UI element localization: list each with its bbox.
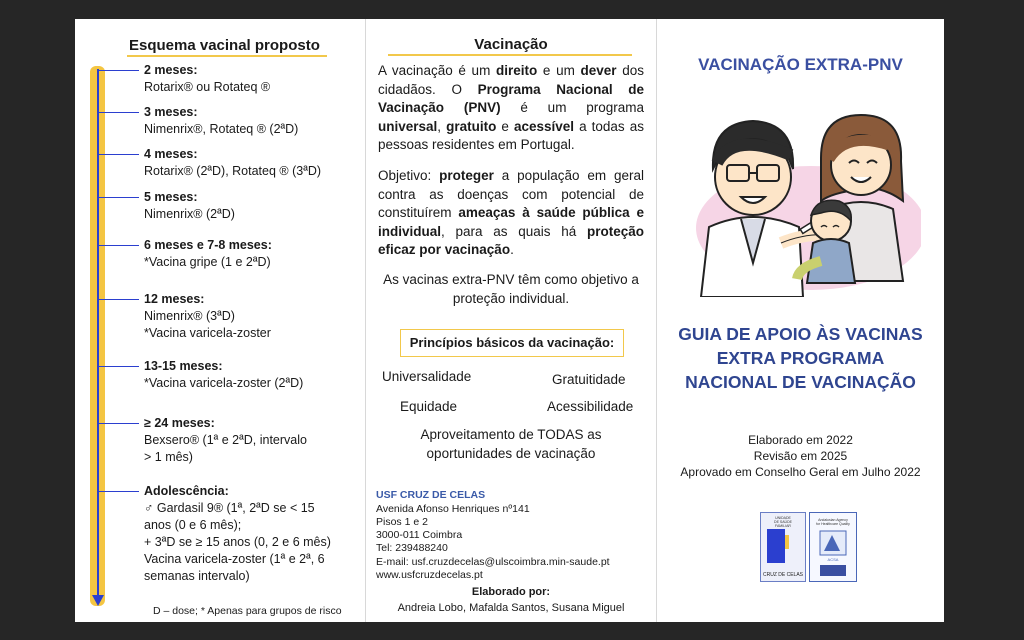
schedule-entry [144, 146, 321, 180]
address-line: Avenida Afonso Henriques nº141 [376, 503, 530, 515]
usf-logo-mark [761, 513, 805, 581]
principle-universalidade: Universalidade [382, 369, 472, 384]
principle-equidade: Equidade [400, 399, 458, 414]
logo-text: Andalusian Agency [818, 518, 848, 522]
timeline-tick [99, 112, 139, 113]
schedule-panel [75, 19, 365, 622]
elaborado-date: Elaborado em 2022 [748, 433, 853, 447]
revisao-date: Revisão em 2025 [753, 449, 848, 463]
principle-aproveitamento-cont: oportunidades de vacinação [426, 446, 596, 461]
entry-heading: 6 meses e 7-8 meses: [144, 238, 272, 252]
entry-line: ♂ Gardasil 9® (1ª, 2ªD se < 15 [144, 501, 315, 515]
principles-box [400, 329, 624, 357]
logo-text: FAMILIAR [775, 524, 791, 528]
objective-paragraph: Objetivo: proteger a população em geral contra as doenças com potencial de constituírem ameaças à saúde pública e individual, para as quais há proteção eficaz por vacinação. [378, 168, 644, 257]
address-line: Pisos 1 e 2 [376, 516, 428, 528]
entry-heading: 2 meses: [144, 63, 198, 77]
timeline-tick [99, 70, 139, 71]
cover-panel [657, 19, 944, 622]
timeline-tick [99, 366, 139, 367]
schedule-entry [144, 189, 235, 223]
entry-heading: 3 meses: [144, 105, 198, 119]
entry-line: semanas intervalo) [144, 569, 250, 583]
schedule-entry [144, 483, 331, 585]
timeline-arrow-icon [92, 595, 104, 606]
entry-line: + 3ªD se ≥ 15 anos (0, 2 e 6 mês) [144, 535, 331, 549]
authors: Andreia Lobo, Mafalda Santos, Susana Miguel [397, 602, 625, 614]
principle-aproveitamento: Aproveitamento de TODAS as [420, 427, 602, 442]
guide-title-line: GUIA DE APOIO ÀS VACINAS [678, 324, 923, 344]
timeline-tick [99, 299, 139, 300]
entry-heading: 13-15 meses: [144, 359, 223, 373]
vacinacao-panel [366, 19, 656, 622]
website-link[interactable]: www.usfcruzdecelas.pt [376, 569, 483, 581]
timeline-tick [99, 423, 139, 424]
guide-title-line: EXTRA PROGRAMA [716, 348, 885, 368]
title-underline [388, 54, 632, 56]
schedule-entry [144, 62, 270, 96]
cover-header: VACINAÇÃO EXTRA-PNV [698, 55, 903, 74]
schedule-entry [144, 104, 298, 138]
extra-pnv-paragraph: As vacinas extra-PNV têm como objetivo a proteção individual. [383, 272, 639, 306]
usf-logo [760, 512, 806, 582]
entry-heading: 12 meses: [144, 292, 205, 306]
timeline-tick [99, 197, 139, 198]
entry-line: Rotarix® (2ªD), Rotateq ® (3ªD) [144, 164, 322, 178]
logo-text: for Healthcare Quality [816, 522, 850, 526]
entry-line: *Vacina gripe (1 e 2ªD) [144, 255, 271, 269]
timeline-tick [99, 245, 139, 246]
usf-name: USF CRUZ DE CELAS [376, 489, 486, 501]
entry-line: Nimenrix® (3ªD) [144, 309, 235, 323]
schedule-entry [144, 415, 307, 466]
entry-heading: 4 meses: [144, 147, 198, 161]
principles-title: Princípios básicos da vacinação: [409, 335, 615, 350]
timeline-tick [99, 491, 139, 492]
entry-heading: ≥ 24 meses: [144, 416, 215, 430]
elaborado-label: Elaborado por: [471, 586, 551, 598]
phone-line: Tel: 239488240 [376, 542, 448, 554]
timeline-tick [99, 154, 139, 155]
entry-line: > 1 mês) [144, 450, 193, 464]
entry-line: Bexsero® (1ª e 2ªD, intervalo [144, 433, 307, 447]
schedule-entry [144, 358, 303, 392]
logo-text: DE SAÚDE [774, 520, 792, 524]
schedule-title: Esquema vacinal proposto [129, 37, 320, 54]
email-link[interactable]: E-mail: usf.cruzdecelas@ulscoimbra.min-saude.pt [376, 556, 610, 568]
schedule-entry [144, 291, 271, 342]
timeline-axis [97, 69, 99, 599]
vaccination-illustration [671, 103, 921, 297]
entry-heading: 5 meses: [144, 190, 198, 204]
schedule-footnote: D – dose; * Apenas para grupos de risco [153, 605, 342, 617]
logo-text: UNIDADE [775, 516, 791, 520]
logo-text: CRUZ DE CELAS [762, 572, 804, 578]
entry-heading: Adolescência: [144, 484, 229, 498]
aprovado-date: Aprovado em Conselho Geral em Julho 2022 [680, 465, 921, 479]
entry-line: anos (0 e 6 mês); [144, 518, 242, 532]
entry-line: *Vacina varicela-zoster (2ªD) [144, 376, 304, 390]
schedule-entry [144, 237, 272, 271]
entry-line: Rotarix® ou Rotateq ® [144, 80, 271, 94]
principle-gratuitidade: Gratuitidade [552, 372, 626, 387]
entry-line: *Vacina varicela-zoster [144, 326, 271, 340]
logo-text: ACSA [827, 557, 839, 562]
entry-line: Vacina varicela-zoster (1ª e 2ª, 6 [144, 552, 325, 566]
vacinacao-title: Vacinação [474, 36, 548, 53]
acsa-logo-mark [810, 513, 856, 581]
brochure-sheet [75, 19, 944, 622]
principle-acessibilidade: Acessibilidade [547, 399, 634, 414]
title-underline [127, 55, 327, 57]
guide-title-line: NACIONAL DE VACINAÇÃO [685, 372, 916, 392]
entry-line: Nimenrix® (2ªD) [144, 207, 235, 221]
entry-line: Nimenrix®, Rotateq ® (2ªD) [144, 122, 299, 136]
acsa-logo [809, 512, 857, 582]
guide-title [657, 322, 944, 394]
intro-paragraph: A vacinação é um direito e um dever dos cidadãos. O Programa Nacional de Vacinação (PNV) é um programa universal, gratuito e acessível a todas as pessoas residentes em Portugal. [378, 63, 645, 152]
address-line: 3000-011 Coimbra [376, 529, 463, 541]
